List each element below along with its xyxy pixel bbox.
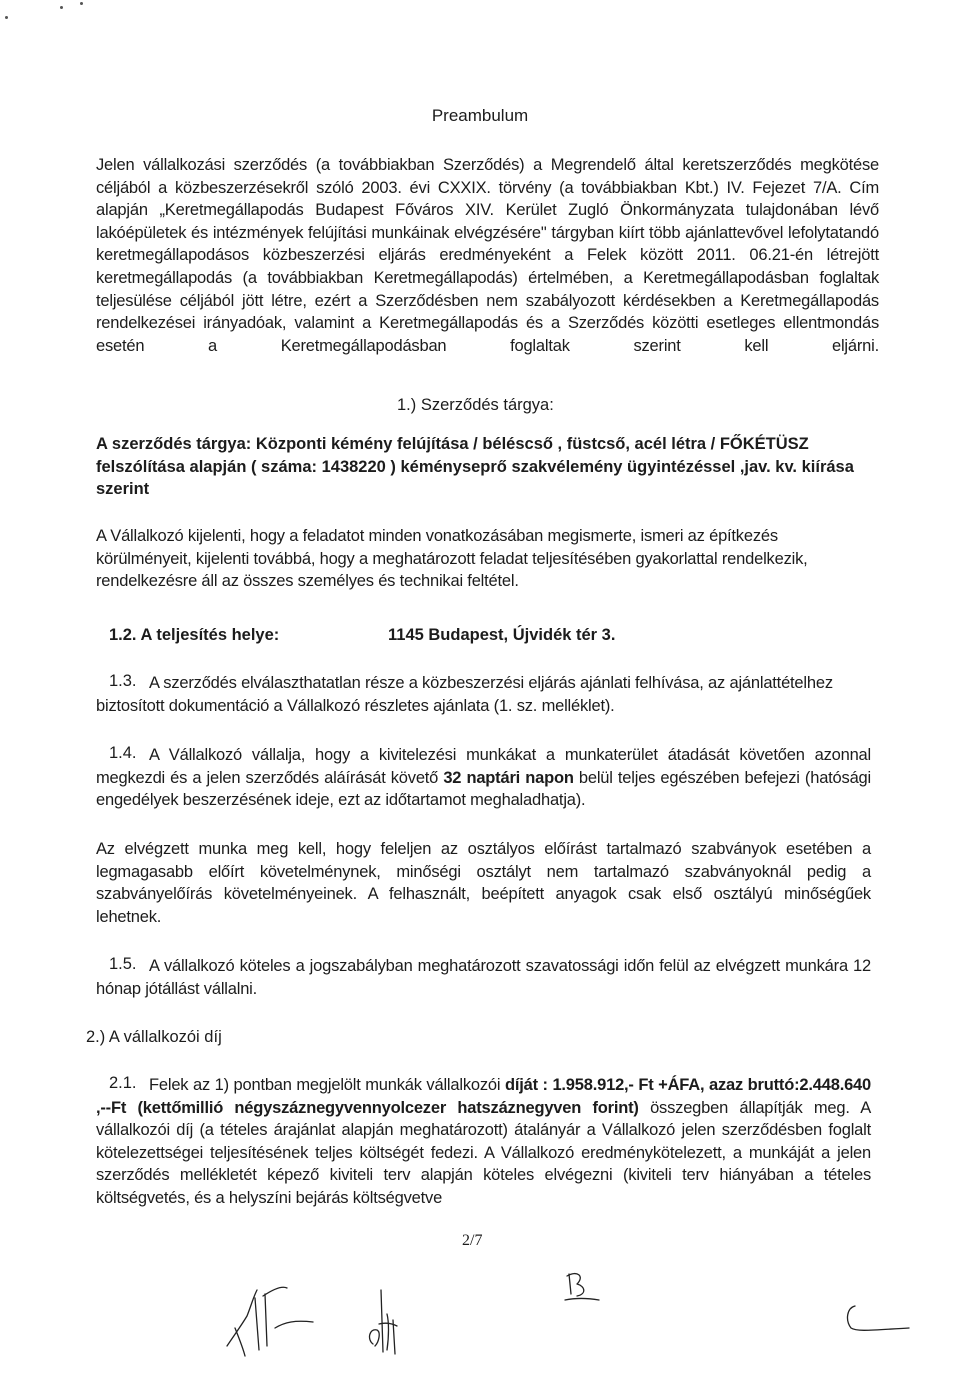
scan-speck (5, 16, 8, 19)
item-1-3-number: 1.3. (109, 672, 137, 690)
quality-paragraph: Az elvégzett munka meg kell, hogy feleljen az osztályos előírást tartalmazó szabványok esetében a legmagasabb előírt követelménynek, minőségi osztályt nem tartalmazó szabványoknál pedig a szabványelőírás követelményeinek. A felhasznált, beépített anyagok csak első osztályú minőségűek lehetnek. (96, 840, 871, 926)
scan-speck (80, 2, 83, 5)
signature-3 (563, 1270, 603, 1310)
scan-speck (60, 6, 63, 9)
section-1-heading: 1.) Szerződés tárgya: (397, 396, 554, 414)
page-number: 2/7 (462, 1232, 483, 1249)
item-1-5-number: 1.5. (109, 955, 137, 973)
item-2-1-rest: összegben állapítják meg. A vállalkozói díj (a tételes árajánlat alapján meghatározott) átalányár a Vállalkozó jelen szerződésben foglalt kötelezettségei teljesítésének teljes költségét fedezi. A Vállalkozó eredménykötelezett, a munkáját a jelen szerződés mellékletét képező kiviteli terv alapján köteles elvégezni (kiviteli terv hiányában a tételes költségvetés, és a helyszíni bejárás költségvetve (96, 1098, 871, 1207)
contractor-statement: A Vállalkozó kijelenti, hogy a feladatot minden vonatkozásában megismerte, ismeri az építkezés körülményeit, kijelenti továbbá, hogy a meghatározott feladat teljesítésében gyakorlattal rendelkezik, rendelkezésre áll az összes személyes és technikai feltétel. (96, 527, 808, 591)
item-1-4-pre: A Vállalkozó vállalja, hogy a kivitelezési munkákat a munkaterület átadását követően azonnal megkezdi és a jelen szerződés aláírását követő (96, 746, 871, 787)
signature-2 (365, 1280, 405, 1360)
item-2-1-intro: Felek az 1) pontban megjelölt munkák vállalkozói (149, 1076, 505, 1094)
item-1-5-text: A vállalkozó köteles a jogszabályban meghatározott szavatossági időn felül az elvégzett munkára 12 hónap jótállást vállalni. (96, 957, 871, 998)
performance-place-value: 1145 Budapest, Újvidék tér 3. (388, 626, 616, 644)
contract-subject: A szerződés tárgya: Központi kémény felújítása / béléscső , füstcső, acél létra / FŐKÉTÜSZ felszólítása alapján ( száma: 1438220 ) kéményseprő szakvélemény ügyintézéssel ,jav. kv. kiírása szerint (96, 435, 854, 498)
item-1-4-text (96, 744, 871, 812)
item-2-1-number: 2.1. (109, 1074, 137, 1092)
item-1-4-deadline: 32 naptári napon (443, 768, 574, 787)
performance-place-label: 1.2. A teljesítés helye: (109, 626, 280, 644)
item-1-4-number: 1.4. (109, 744, 137, 762)
item-2-1-fee: díját : 1.958.912,- Ft +ÁFA, azaz bruttó:2.448.640 ,--Ft (kettőmillió négyszáznegyvennyolcezer hatszáznegyven forint) (96, 1076, 872, 1117)
section-2-heading: 2.) A vállalkozói díj (86, 1028, 222, 1046)
signature-4 (843, 1300, 913, 1335)
item-1-4-post: belül teljes egészében befejezi (hatósági engedélyek beszerzésének ideje, ezt az időtartamot meghaladhatja). (96, 768, 871, 810)
preamble-paragraph: Jelen vállalkozási szerződés (a továbbiakban Szerződés) a Megrendelő által keretszerződés megkötése céljából a közbeszerzésekről szóló 2003. évi CXXIX. törvény (a továbbiakban Kbt.) IV. Fejezet 7/A. Cím alapján „Keretmegállapodás Budapest Főváros XIV. Kerület Zugló Önkormányzata tulajdonában lévő lakóépületek és intézmények felújítási munkáinak elvégzésére" tárgyban kiírt több ajánlattevővel lefolytatandó keretmegállapodásos közbeszerzési eljárás eredményeként a Felek között 2011. 06.21-én létrejött keretmegállapodás (a továbbiakban Keretmegállapodás) értelmében, a Keretmegállapodásban foglaltak teljesülése céljából jött létre, ezért a Szerződésben nem szabályozott kérdésekben a Keretmegállapodás rendelkezései irányadóak, valamint a Keretmegállapodás és a Szerződés közötti esetleges ellentmondás esetén a Keretmegállapodásban foglaltak szerint kell eljárni. (96, 156, 879, 355)
item-1-3-text: A szerződés elválaszthatatlan része a közbeszerzési eljárás ajánlati felhívása, az ajánlattételhez biztosított dokumentáció a Vállalkozó részletes ajánlata (1. sz. melléklet). (96, 674, 833, 715)
signature-1 (225, 1268, 325, 1358)
page-title: Preambulum (431, 106, 529, 125)
item-2-1-text (96, 1074, 871, 1210)
